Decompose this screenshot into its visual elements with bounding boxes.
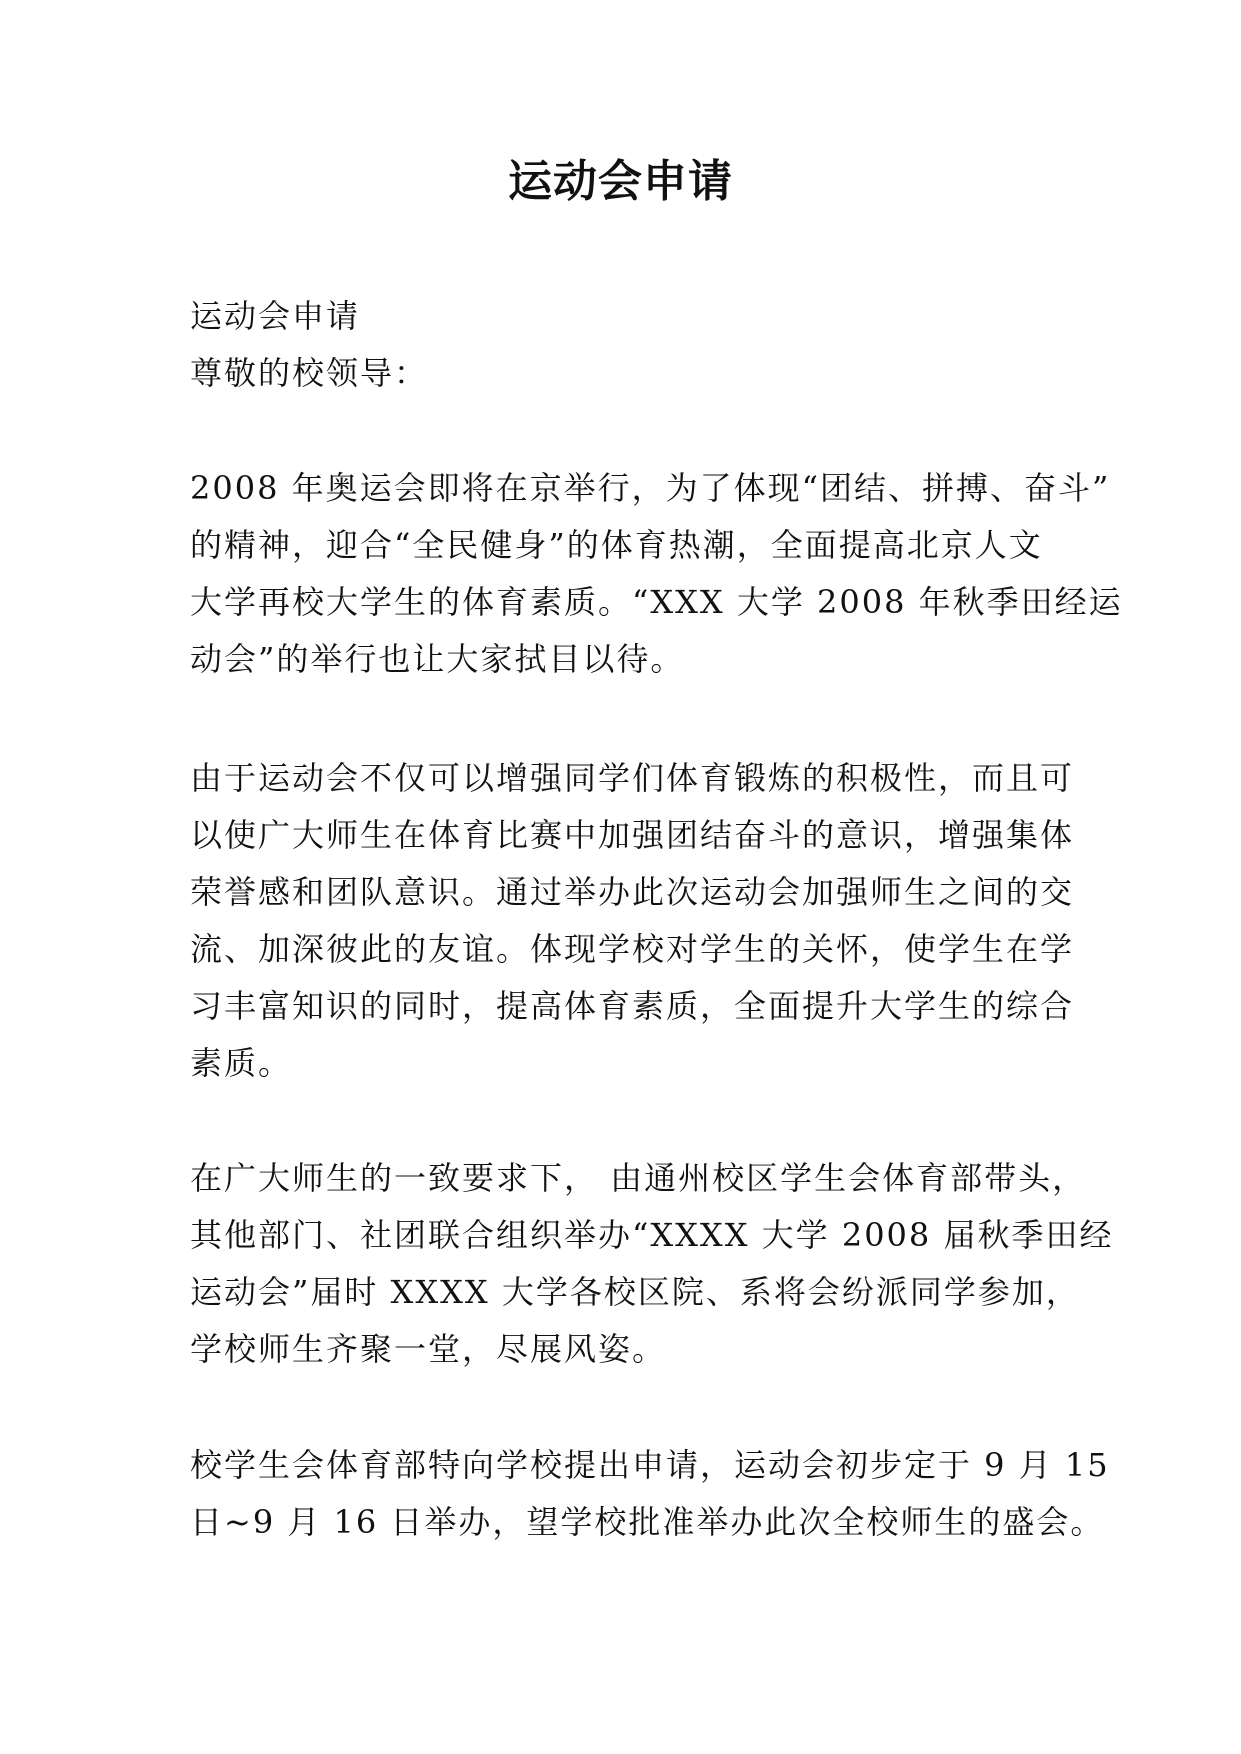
paragraph-line: 荣誉感和团队意识。通过举办此次运动会加强师生之间的交 [190,873,1075,911]
salutation: 尊敬的校领导： [190,354,429,392]
paragraph-line: 运动会”届时 XXXX 大学各校区院、系将会纷派同学参加， [190,1273,1080,1311]
paragraph-line: 动会”的举行也让大家拭目以待。 [190,640,685,678]
paragraph-line: 2008 年奥运会即将在京举行，为了体现“团结、拼搏、奋斗” [190,469,1111,507]
paragraph-2 [190,750,1075,1092]
paragraph-line: 学校师生齐聚一堂，尽展风姿。 [190,1330,667,1368]
paragraph-1 [190,460,1123,688]
paragraph-line: 其他部门、社团联合组织举办“XXXX 大学 2008 届秋季田经 [190,1216,1114,1254]
document-title: 运动会申请 [508,156,733,207]
paragraph-line: 素质。 [190,1044,293,1082]
paragraph-line: 流、加深彼此的友谊。体现学校对学生的关怀，使学生在学 [190,930,1075,968]
paragraph-line: 由于运动会不仅可以增强同学们体育锻炼的积极性，而且可 [190,759,1075,797]
paragraph-3 [190,1150,1114,1378]
paragraph-4 [190,1437,1110,1551]
paragraph-line: 的精神，迎合“全民健身”的体育热潮，全面提高北京人文 [190,526,1043,564]
paragraph-line: 校学生会体育部特向学校提出申请，运动会初步定于 9 月 15 [190,1446,1110,1484]
paragraph-line: 日~9 月 16 日举办，望学校批准举办此次全校师生的盛会。 [190,1503,1105,1541]
paragraph-line: 以使广大师生在体育比赛中加强团结奋斗的意识，增强集体 [190,816,1075,854]
document-heading: 运动会申请 [190,297,361,335]
paragraph-line: 大学再校大学生的体育素质。“XXX 大学 2008 年秋季田经运 [190,583,1123,621]
paragraph-line: 在广大师生的一致要求下， 由通州校区学生会体育部带头， [190,1159,1087,1197]
paragraph-line: 习丰富知识的同时，提高体育素质，全面提升大学生的综合 [190,987,1075,1025]
